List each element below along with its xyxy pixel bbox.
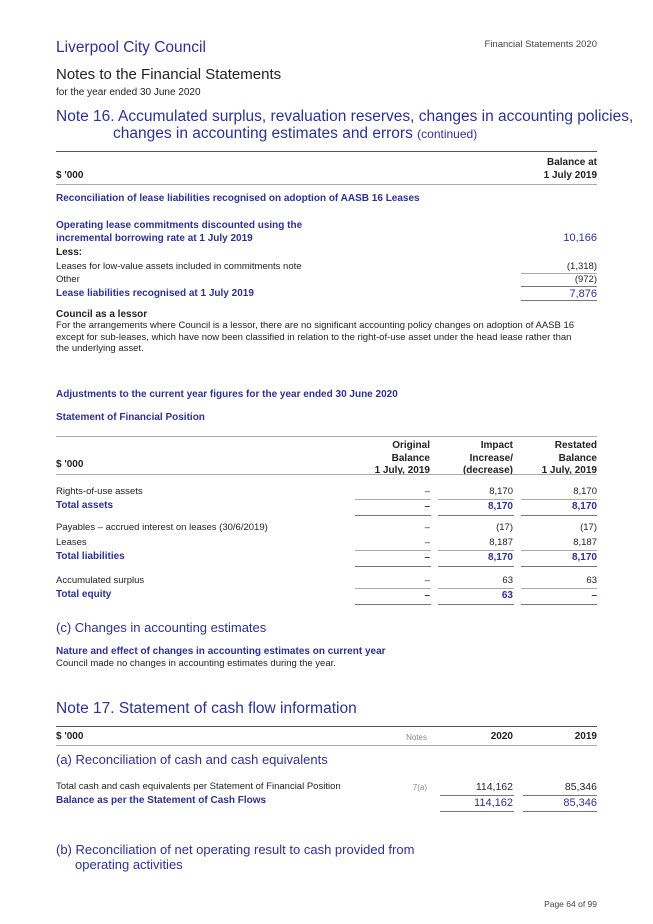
adjust-heading: Adjustments to the current year figures for the year ended 30 June 2020 xyxy=(56,389,398,400)
row-impact: (17) xyxy=(496,522,513,533)
other-value: (972) xyxy=(574,274,597,285)
row-impact: 63 xyxy=(501,590,513,601)
notes-column-header: Notes xyxy=(406,733,427,742)
divider xyxy=(355,515,431,516)
row-original: – xyxy=(424,486,430,497)
row-impact: 8,170 xyxy=(489,486,513,497)
row-original: – xyxy=(424,537,430,548)
column-header-balance xyxy=(544,157,597,182)
row-original: – xyxy=(424,575,430,586)
note17-unit: $ '000 xyxy=(56,731,84,742)
row-impact: 63 xyxy=(502,575,513,586)
divider xyxy=(523,811,597,812)
divider xyxy=(438,499,514,500)
divider xyxy=(521,300,597,301)
row-label: Rights-of-use assets xyxy=(56,486,143,497)
divider xyxy=(355,566,431,567)
nature-heading: Nature and effect of changes in accounting estimates on current year xyxy=(56,646,386,657)
row-label: Total equity xyxy=(56,589,112,600)
row-restated: 63 xyxy=(586,575,597,586)
page-subtitle: for the year ended 30 June 2020 xyxy=(56,87,201,98)
col-header-line: Restated xyxy=(554,440,597,451)
row-restated: 8,170 xyxy=(571,501,597,512)
divider xyxy=(521,515,597,516)
row-restated: (17) xyxy=(580,522,597,533)
total-cash-2019: 85,346 xyxy=(564,781,597,793)
year-2020-header: 2020 xyxy=(490,731,513,742)
col-header-line: (decrease) xyxy=(462,465,513,476)
less-label: Less: xyxy=(56,247,83,258)
sofp-heading: Statement of Financial Position xyxy=(56,412,205,423)
op-lease-label xyxy=(56,220,302,245)
recognised-label: Lease liabilities recognised at 1 July 2019 xyxy=(56,288,254,299)
council-name: Liverpool City Council xyxy=(56,39,206,56)
note17-title: Note 17. Statement of cash flow information xyxy=(56,700,357,717)
balance-label: Balance as per the Statement of Cash Flows xyxy=(56,795,267,806)
low-value-value: (1,318) xyxy=(566,261,597,272)
lessor-heading: Council as a lessor xyxy=(56,309,148,320)
total-cash-note: 7(a) xyxy=(412,783,427,792)
recon-heading: Reconciliation of lease liabilities recognised on adoption of AASB 16 Leases xyxy=(56,193,420,204)
divider xyxy=(521,499,597,500)
page-number: Page 64 of 99 xyxy=(544,899,597,909)
row-restated: 8,170 xyxy=(573,486,597,497)
divider xyxy=(438,515,514,516)
row-impact: 8,170 xyxy=(487,501,513,512)
col-header-line: 1 July, 2019 xyxy=(541,465,597,476)
row-original: – xyxy=(424,590,430,601)
op-lease-label-line: Operating lease commitments discounted using the xyxy=(56,220,303,231)
note16-title-line1: Note 16. Accumulated surplus, revaluation reserves, changes in accounting policies, xyxy=(56,108,634,125)
divider xyxy=(438,604,514,605)
divider xyxy=(523,795,597,796)
sofp-col-impact xyxy=(463,440,513,478)
lessor-line: For the arrangements where Council is a lessor, there are no significant accounting policy changes on adoption of AASB 16 xyxy=(56,320,575,331)
low-value-label: Leases for low-value assets included in commitments note xyxy=(56,261,302,272)
row-original: – xyxy=(424,552,430,563)
divider xyxy=(56,474,597,475)
divider xyxy=(521,566,597,567)
row-label: Total liabilities xyxy=(56,551,125,562)
heading-line: (b) Reconciliation of net operating result to cash provided from xyxy=(56,842,415,857)
divider xyxy=(56,726,597,727)
divider xyxy=(521,550,597,551)
row-impact: 8,170 xyxy=(487,552,513,563)
divider xyxy=(56,151,597,152)
divider xyxy=(438,550,514,551)
divider xyxy=(440,795,514,796)
row-restated: 8,170 xyxy=(571,552,597,563)
nature-text: Council made no changes in accounting estimates during the year. xyxy=(56,658,336,669)
row-original: – xyxy=(424,501,430,512)
col-header-line: Balance xyxy=(558,452,597,464)
divider xyxy=(56,184,597,185)
year-2019-header: 2019 xyxy=(574,731,597,742)
divider xyxy=(355,550,431,551)
unit-label: $ '000 xyxy=(56,170,84,181)
column-header-line: 1 July 2019 xyxy=(543,169,597,181)
divider xyxy=(521,588,597,589)
col-header-line: Original xyxy=(392,440,430,451)
row-original: – xyxy=(424,522,430,533)
divider xyxy=(355,499,431,500)
sofp-col-restated xyxy=(542,440,597,478)
col-header-line: Balance xyxy=(391,452,430,464)
row-label: Leases xyxy=(56,537,87,548)
lessor-line: the underlying asset. xyxy=(56,343,144,354)
recognised-value: 7,876 xyxy=(569,288,597,300)
sofp-unit: $ '000 xyxy=(56,459,84,470)
column-header-line: Balance at xyxy=(546,157,597,168)
row-restated: 8,187 xyxy=(573,537,597,548)
cash-recon-heading: (a) Reconciliation of cash and cash equivalents xyxy=(56,752,328,767)
row-restated: – xyxy=(591,590,597,601)
other-label: Other xyxy=(56,274,80,285)
divider xyxy=(440,811,514,812)
divider xyxy=(438,588,514,589)
note16-title-continued: (continued) xyxy=(417,127,478,141)
op-lease-label-line: incremental borrowing rate at 1 July 2019 xyxy=(56,232,253,244)
divider xyxy=(438,566,514,567)
sofp-col-original xyxy=(375,440,430,478)
net-operating-heading xyxy=(56,842,414,872)
divider xyxy=(521,286,597,287)
document-title: Financial Statements 2020 xyxy=(484,39,597,50)
row-label: Accumulated surplus xyxy=(56,575,145,586)
estimates-heading: (c) Changes in accounting estimates xyxy=(56,620,267,635)
col-header-line: Impact xyxy=(480,440,513,451)
note16-title-text: changes in accounting estimates and errors xyxy=(113,125,413,142)
row-impact: 8,187 xyxy=(489,537,513,548)
heading-line: operating activities xyxy=(75,857,183,872)
op-lease-value: 10,166 xyxy=(563,232,597,244)
total-cash-2020: 114,162 xyxy=(475,781,513,793)
divider xyxy=(56,436,597,437)
divider xyxy=(56,745,597,746)
note16-title-line2 xyxy=(113,125,477,143)
balance-2019: 85,346 xyxy=(563,797,597,809)
divider xyxy=(355,588,431,589)
total-cash-label: Total cash and cash equivalents per Statement of Financial Position xyxy=(56,781,341,792)
row-label: Payables – accrued interest on leases (30/6/2019) xyxy=(56,522,268,533)
divider xyxy=(521,604,597,605)
col-header-line: 1 July, 2019 xyxy=(374,465,430,476)
divider xyxy=(355,604,431,605)
lessor-line: except for sub-leases, which have now been classified in relation to the right-of-use asset under the head lease rather than xyxy=(56,331,572,343)
lessor-paragraph xyxy=(56,320,601,355)
row-label: Total assets xyxy=(56,500,114,511)
page-title: Notes to the Financial Statements xyxy=(56,66,282,83)
col-header-line: Increase/ xyxy=(469,452,513,464)
balance-2020: 114,162 xyxy=(474,797,513,809)
